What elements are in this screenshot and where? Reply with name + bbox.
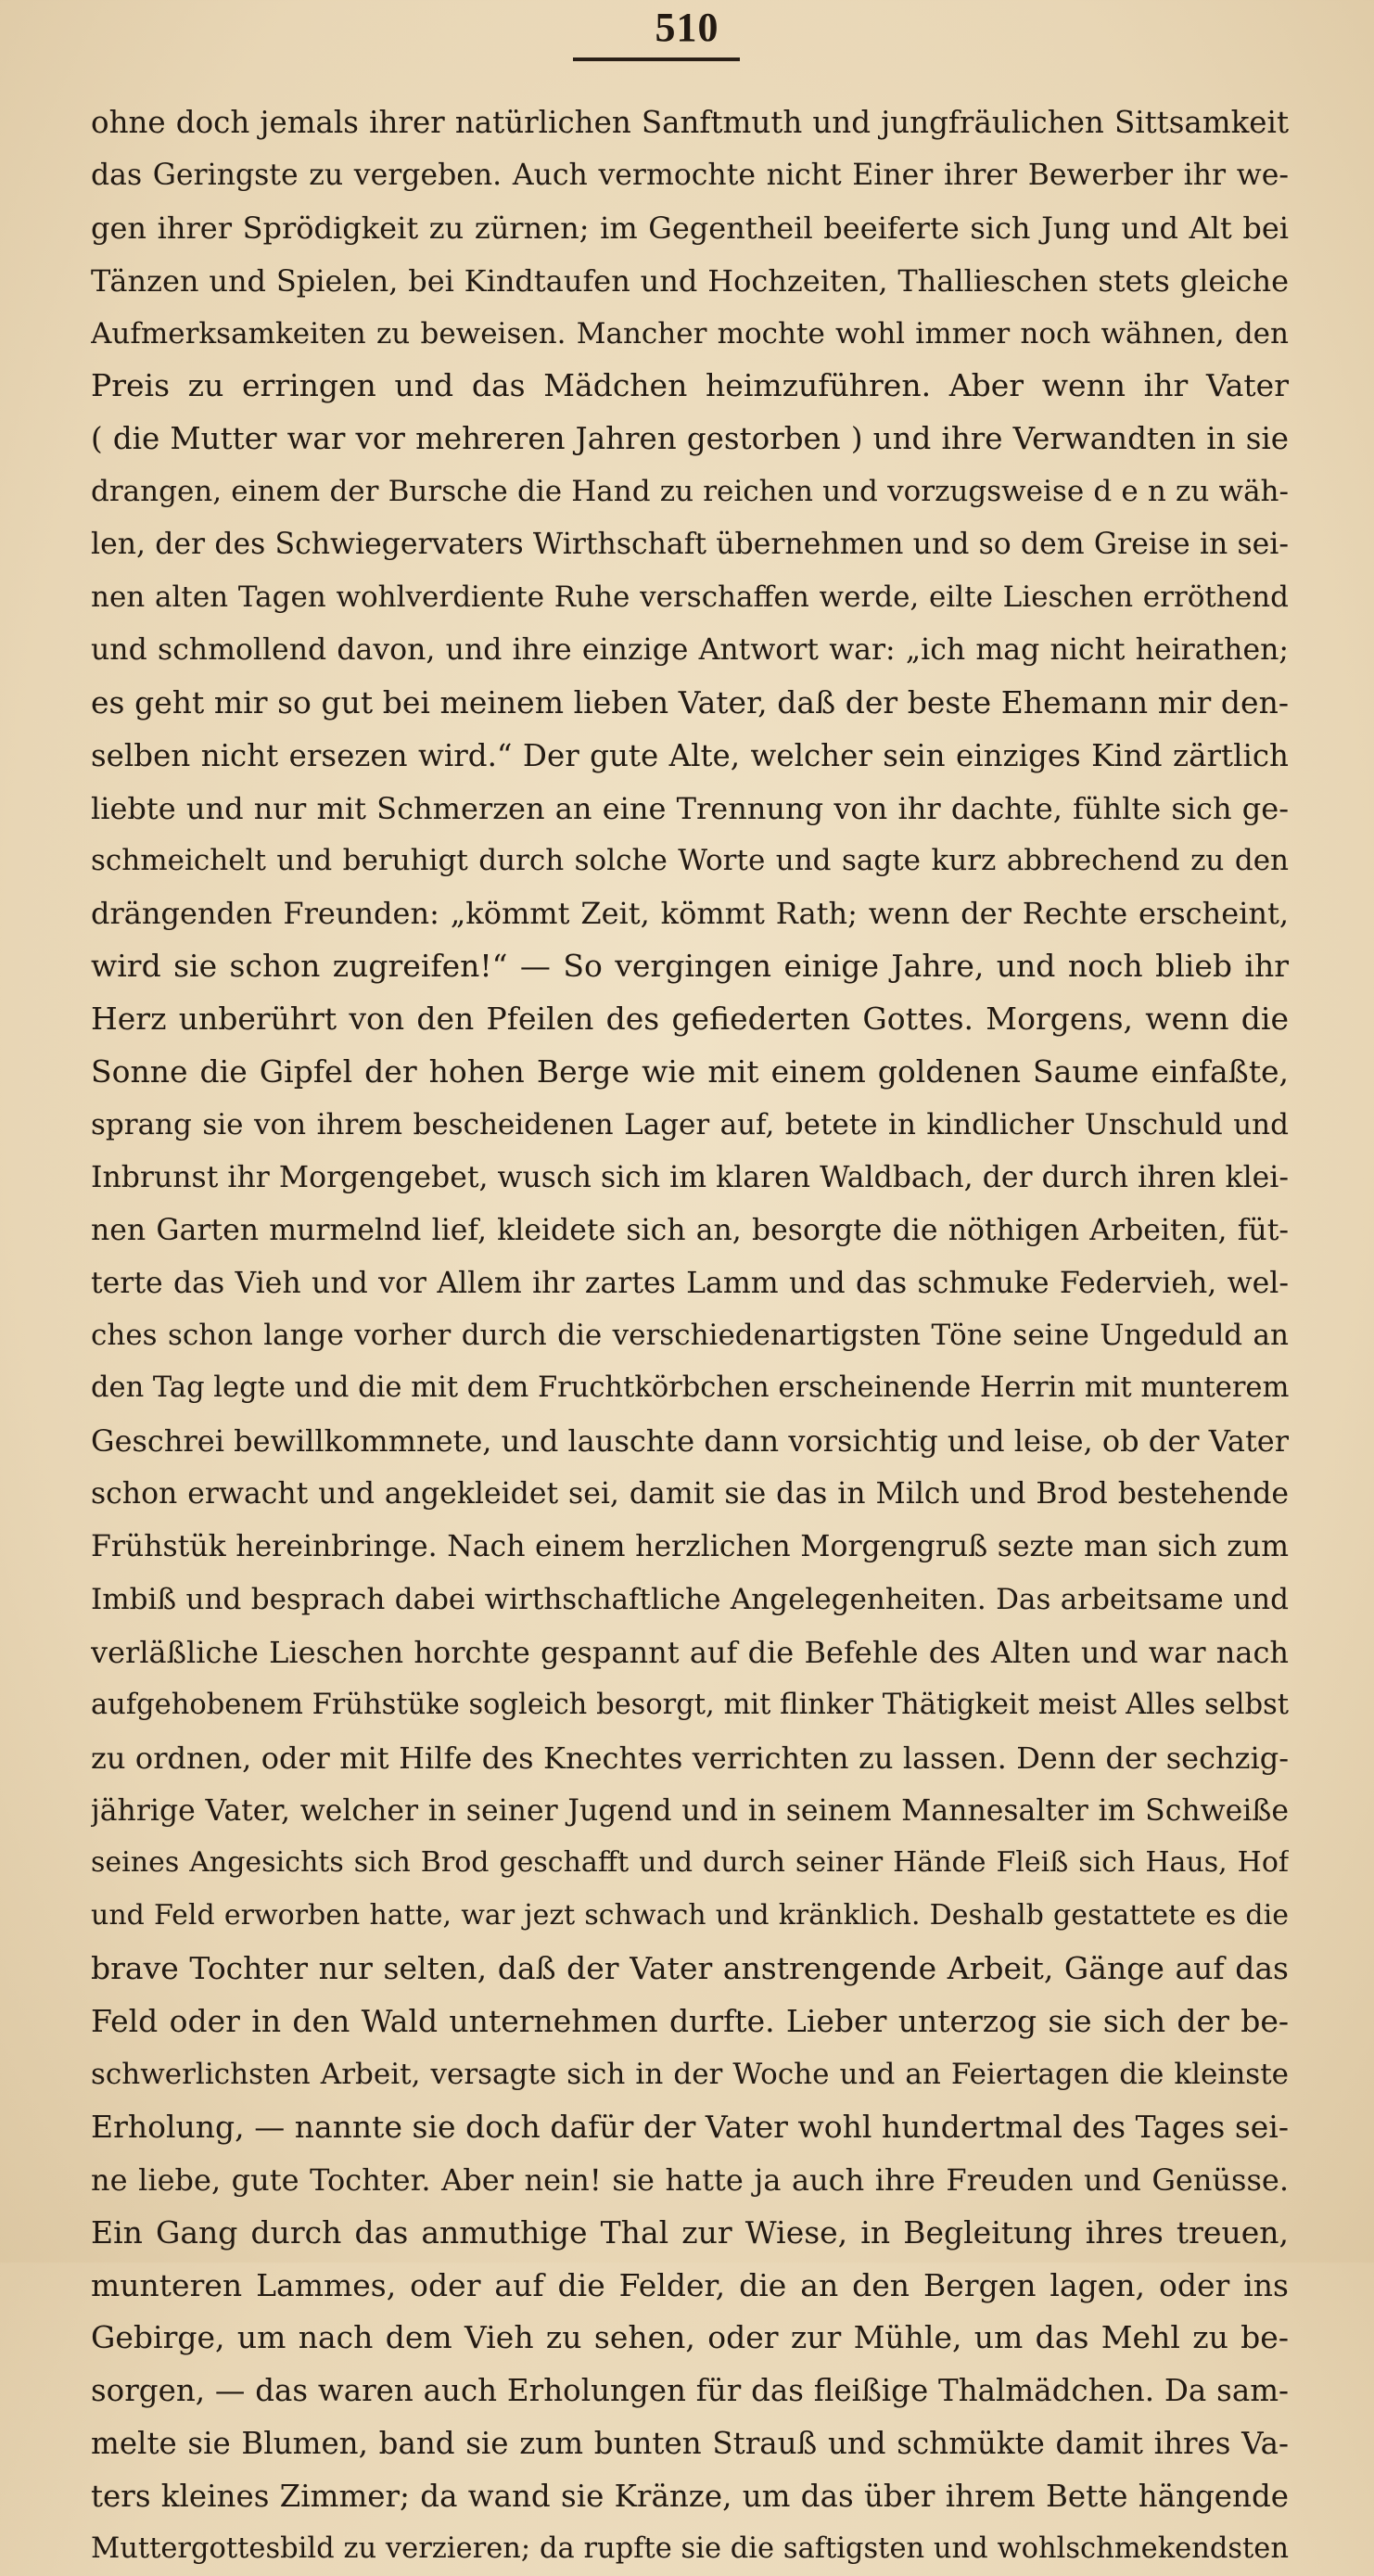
text-line: Geschrei bewillkommnete, und lauschte dann vorsichtig und leise, ob der Vater [91, 1423, 1289, 1460]
text-line: sprang sie von ihrem bescheidenen Lager auf, betete in kindlicher Unschuld und [91, 1107, 1289, 1141]
text-line: es geht mir so gut bei meinem lieben Vater, daß der beste Ehemann mir den- [91, 683, 1289, 721]
text-line: Inbrunst ihr Morgengebet, wusch sich im klaren Waldbach, der durch ihren klei- [91, 1160, 1289, 1194]
text-line: und Feld erworben hatte, war jezt schwach und kränklich. Deshalb gestattete es die [91, 1899, 1289, 1932]
text-line: den Tag legte und die mit dem Fruchtkörbchen erscheinende Herrin mit munterem [91, 1371, 1289, 1405]
text-line: melte sie Blumen, band sie zum bunten Strauß und schmükte damit ihres Va- [91, 2426, 1289, 2462]
text-line: verläßliche Lieschen horchte gespannt auf die Befehle des Alten und war nach [91, 1634, 1289, 1670]
text-line: terte das Vieh und vor Allem ihr zartes Lamm und das schmuke Federvieh, wel- [91, 1266, 1289, 1300]
text-line: sorgen, — das waren auch Erholungen für das fleißige Thalmädchen. Da sam- [91, 2373, 1289, 2409]
text-line: wird sie schon zugreifen!“ — So vergingen einige Jahre, und noch blieb ihr [91, 948, 1289, 985]
text-line: das Geringste zu vergeben. Auch vermochte nicht Einer ihrer Bewerber ihr we- [91, 158, 1289, 192]
text-line: Ein Gang durch das anmuthige Thal zur Wiese, in Begleitung ihres treuen, [91, 2213, 1289, 2251]
text-line: seines Angesichts sich Brod geschafft und durch seiner Hände Fleiß sich Haus, Hof [91, 1846, 1289, 1880]
text-line: Aufmerksamkeiten zu beweisen. Mancher mochte wohl immer noch wähnen, den [91, 316, 1289, 351]
text-line: schon erwacht und angekleidet sei, damit sie das in Milch und Brod bestehende [91, 1477, 1289, 1511]
body-text [91, 96, 1289, 2576]
header-rule [573, 57, 740, 61]
text-line: Frühstük hereinbringe. Nach einem herzlichen Morgengruß sezte man sich zum [91, 1530, 1289, 1564]
text-line: drängenden Freunden: „kömmt Zeit, kömmt Rath; wenn der Rechte erscheint, [91, 896, 1289, 932]
text-line: munteren Lammes, oder auf die Felder, die an den Bergen lagen, oder ins [91, 2266, 1289, 2303]
text-line: gen ihrer Sprödigkeit zu zürnen; im Gegentheil beeiferte sich Jung und Alt bei [91, 210, 1289, 246]
page-number: 510 [655, 5, 719, 50]
text-line: brave Tochter nur selten, daß der Vater anstrengende Arbeit, Gänge auf das [91, 1950, 1289, 1987]
text-line: Muttergottesbild zu verzieren; da rupfte sie die saftigsten und wohlschmekendsten [91, 2531, 1289, 2565]
text-line: Sonne die Gipfel der hohen Berge wie mit einem goldenen Saume einfaßte, [91, 1053, 1289, 1090]
text-line: Herz unberührt von den Pfeilen des gefiederten Gottes. Morgens, wenn die [91, 1001, 1289, 1038]
text-line: ters kleines Zimmer; da wand sie Kränze, um das über ihrem Bette hängende [91, 2479, 1289, 2515]
text-line: ( die Mutter war vor mehreren Jahren gestorben ) und ihre Verwandten in sie [91, 421, 1289, 457]
text-line: selben nicht ersezen wird.“ Der gute Alte, welcher sein einziges Kind zärtlich [91, 737, 1289, 773]
text-line: aufgehobenem Frühstüke sogleich besorgt, mit flinker Thätigkeit meist Alles selbst [91, 1688, 1289, 1721]
text-line: nen alten Tagen wohlverdiente Ruhe verschaffen werde, eilte Lieschen erröthend [91, 580, 1289, 615]
text-line: schwerlichsten Arbeit, versagte sich in der Woche und an Feiertagen die kleinste [91, 2057, 1289, 2091]
text-line: Feld oder in den Wald unternehmen durfte. Lieber unterzog sie sich der be- [91, 2003, 1289, 2040]
text-line: jährige Vater, welcher in seiner Jugend und in seinem Mannesalter im Schweiße [91, 1793, 1289, 1828]
text-line: schmeichelt und beruhigt durch solche Worte und sagte kurz abbrechend zu den [91, 844, 1289, 878]
text-line: zu ordnen, oder mit Hilfe des Knechtes verrichten zu lassen. Denn der sechzig- [91, 1740, 1289, 1776]
text-line: drangen, einem der Bursche die Hand zu reichen und vorzugsweise d e n zu wäh- [91, 475, 1289, 509]
text-line: ne liebe, gute Tochter. Aber nein! sie hatte ja auch ihre Freuden und Genüsse. [91, 2162, 1289, 2198]
text-line: Preis zu erringen und das Mädchen heimzuführen. Aber wenn ihr Vater [91, 367, 1289, 404]
text-line: und schmollend davon, und ihre einzige Antwort war: „ich mag nicht heirathen; [91, 632, 1289, 667]
text-line: ches schon lange vorher durch die verschiedenartigsten Töne seine Ungeduld an [91, 1319, 1289, 1353]
text-line: liebte und nur mit Schmerzen an eine Trennung von ihr dachte, fühlte sich ge- [91, 790, 1289, 826]
text-line: Tänzen und Spielen, bei Kindtaufen und Hochzeiten, Thallieschen stets gleiche [91, 262, 1289, 299]
text-line: Imbiß und besprach dabei wirthschaftliche Angelegenheiten. Das arbeitsame und [91, 1582, 1289, 1616]
text-line: len, der des Schwiegervaters Wirthschaft übernehmen und so dem Greise in sei- [91, 528, 1289, 562]
text-line: nen Garten murmelnd lief, kleidete sich an, besorgte die nöthigen Arbeiten, füt- [91, 1213, 1289, 1247]
text-line: ohne doch jemals ihrer natürlichen Sanftmuth und jungfräulichen Sittsamkeit [91, 105, 1289, 140]
text-line: Gebirge, um nach dem Vieh zu sehen, oder zur Mühle, um das Mehl zu be- [91, 2319, 1289, 2356]
text-line: Erholung, — nannte sie doch dafür der Vater wohl hundertmal des Tages sei- [91, 2108, 1289, 2145]
